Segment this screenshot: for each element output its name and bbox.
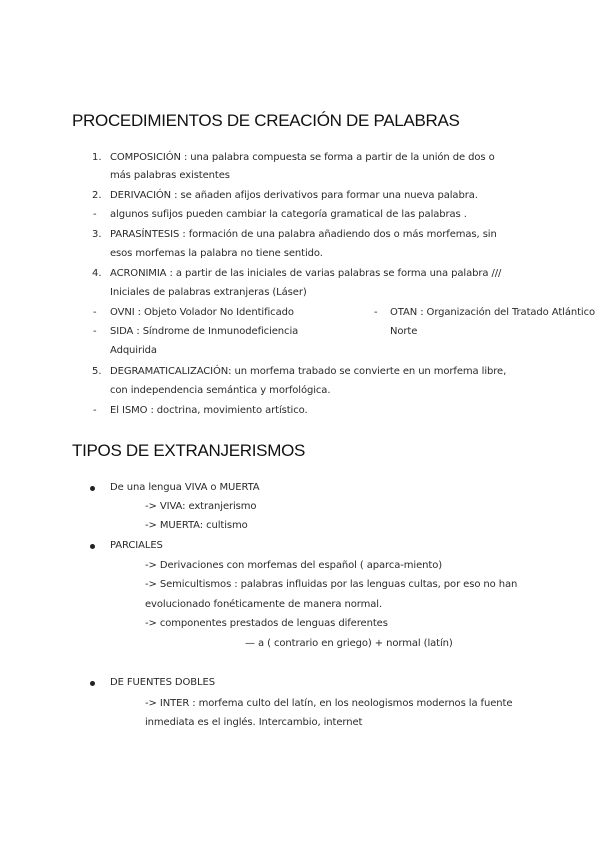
list-item-sida: SIDA : Síndrome de Inmunodeficiencia: [110, 326, 299, 337]
list-item-degramaticalizacion-cont: con independencia semántica y morfológica.: [110, 385, 331, 396]
list-marker: 3.: [92, 229, 102, 240]
sub-item-derivaciones: -> Derivaciones con morfemas del español ( aparca-miento): [145, 560, 443, 571]
list-item-parciales: PARCIALES: [110, 540, 163, 551]
list-item-fuentes-dobles: DE FUENTES DOBLES: [110, 677, 215, 688]
list-item-ovni: OVNI : Objeto Volador No Identificado: [110, 307, 294, 318]
sub-item-semicultismos: -> Semicultismos : palabras influidas por las lenguas cultas, por eso no han: [145, 579, 518, 590]
list-marker: -: [374, 307, 378, 318]
list-item-sufijos: algunos sufijos pueden cambiar la categoría gramatical de las palabras .: [110, 209, 467, 220]
list-marker: -: [93, 326, 97, 337]
list-item-derivacion: DERIVACIÓN : se añaden afijos derivativos para formar una nueva palabra.: [110, 190, 478, 201]
list-item-degramaticalizacion: DEGRAMATICALIZACIÓN: un morfema trabado se convierte en un morfema libre,: [110, 366, 507, 377]
sub-item-viva: -> VIVA: extranjerismo: [145, 501, 257, 512]
list-item-acronimia-cont: Iniciales de palabras extranjeras (Láser): [110, 287, 307, 298]
list-marker: -: [93, 405, 97, 416]
list-item-otan-cont: Norte: [390, 326, 418, 337]
list-marker: -: [93, 307, 97, 318]
list-item-acronimia: ACRONIMIA : a partir de las iniciales de varias palabras se forma una palabra ///: [110, 268, 502, 279]
sub-item-inter: -> INTER : morfema culto del latín, en los neologismos modernos la fuente: [145, 698, 513, 709]
list-item-lengua: De una lengua VIVA o MUERTA: [110, 482, 260, 493]
list-item-composicion-cont: más palabras existentes: [110, 170, 230, 181]
list-item-sida-cont: Adquirida: [110, 345, 157, 356]
sub-item-inter-cont: inmediata es el inglés. Intercambio, internet: [145, 717, 363, 728]
list-marker: 5.: [92, 366, 102, 377]
bullet-icon: [90, 486, 95, 491]
list-item-ismo: El ISMO : doctrina, movimiento artístico.: [110, 405, 308, 416]
sub-item-semicultismos-cont: evolucionado fonéticamente de manera normal.: [145, 599, 383, 610]
list-marker: 4.: [92, 268, 102, 279]
list-item-parasintesis: PARASÍNTESIS : formación de una palabra añadiendo dos o más morfemas, sin: [110, 229, 497, 240]
sub-item-anormal: — a ( contrario en griego) + normal (latín): [245, 638, 453, 649]
section-title-extranjerismos: TIPOS DE EXTRANJERISMOS: [72, 441, 306, 460]
list-marker: -: [93, 209, 97, 220]
sub-item-muerta: -> MUERTA: cultismo: [145, 520, 248, 531]
list-item-composicion: COMPOSICIÓN : una palabra compuesta se forma a partir de la unión de dos o: [110, 152, 495, 163]
sub-item-componentes: -> componentes prestados de lenguas diferentes: [145, 618, 388, 629]
list-marker: 1.: [92, 152, 102, 163]
list-item-otan: OTAN : Organización del Tratado Atlántico: [390, 307, 596, 318]
list-item-parasintesis-cont: esos morfemas la palabra no tiene sentido.: [110, 248, 323, 259]
bullet-icon: [90, 544, 95, 549]
bullet-icon: [90, 681, 95, 686]
list-marker: 2.: [92, 190, 102, 201]
section-title-procedimientos: PROCEDIMIENTOS DE CREACIÓN DE PALABRAS: [72, 111, 460, 130]
